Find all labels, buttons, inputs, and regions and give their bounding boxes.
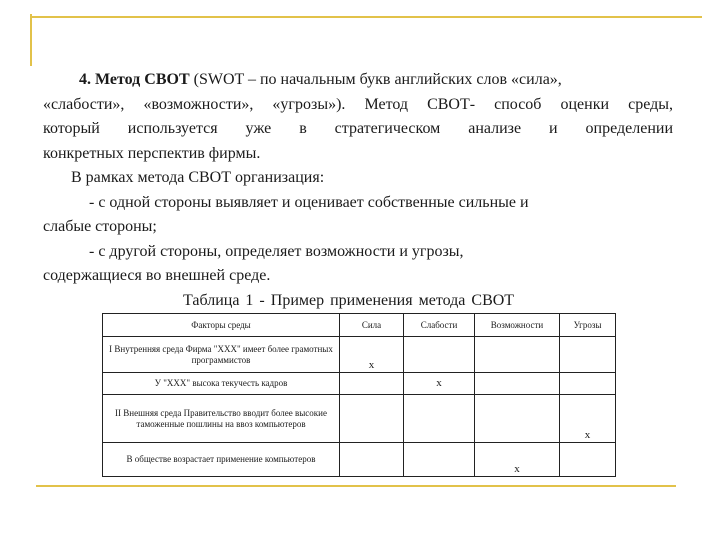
header-sila: Сила [340,314,404,337]
text-line: «слабости», «возможности», «угрозы»). Метод СВОТ- способ оценки среды, [43,95,673,113]
vozmozhnosti-cell [475,395,560,443]
slabosti-cell [404,395,475,443]
vozmozhnosti-cell: х [475,443,560,477]
text-line: - с другой стороны, определяет возможности и угрозы, [89,242,464,260]
sila-cell: х [340,337,404,373]
sila-cell [340,395,404,443]
method-heading: 4. Метод СВОТ [79,71,190,88]
ugrozy-cell [560,443,616,477]
sila-cell [340,443,404,477]
text-line [43,68,673,93]
ugrozy-cell: х [560,395,616,443]
frame-bottom-line [36,485,676,487]
slabosti-cell [404,337,475,373]
sila-cell [340,373,404,395]
table-row [103,395,616,443]
slabosti-cell: х [404,373,475,395]
text-span: (SWOT – по начальным букв английских слов «сила», [189,71,562,88]
header-factors: Факторы среды [103,314,340,337]
text-line: слабые стороны; [43,218,157,235]
text-line: конкретных перспектив фирмы. [43,144,261,162]
ugrozy-cell [560,373,616,395]
table-row [103,443,616,477]
swot-table [102,313,616,477]
frame-vertical-line [30,14,32,66]
text-line: содержащиеся во внешней среде. [43,267,271,284]
vozmozhnosti-cell [475,337,560,373]
vozmozhnosti-cell [475,373,560,395]
text-line: - с одной стороны выявляет и оценивает собственные сильные и [89,193,529,211]
table-header-row [103,314,616,337]
text-line: В рамках метода СВОТ организация: [71,169,325,186]
header-ugrozy: Угрозы [560,314,616,337]
table-row [103,337,616,373]
factor-cell: I Внутренняя среда Фирма "XXX" имеет более грамотных программистов [103,337,340,373]
table-row [103,373,616,395]
text-line: который используется уже в стратегическом анализе и определении [43,120,673,137]
table-caption: Таблица 1 - Пример применения метода СВОТ [183,291,515,309]
factor-cell: II Внешняя среда Правительство вводит более высокие таможенные пошлины на ввоз компьютеров [103,395,340,443]
ugrozy-cell [560,337,616,373]
factor-cell: У "XXX" высока текучесть кадров [103,373,340,395]
slabosti-cell [404,443,475,477]
frame-top-line [30,16,702,18]
slide-text [43,68,673,313]
header-vozmozhnosti: Возможности [475,314,560,337]
header-slabosti: Слабости [404,314,475,337]
factor-cell: В обществе возрастает применение компьютеров [103,443,340,477]
